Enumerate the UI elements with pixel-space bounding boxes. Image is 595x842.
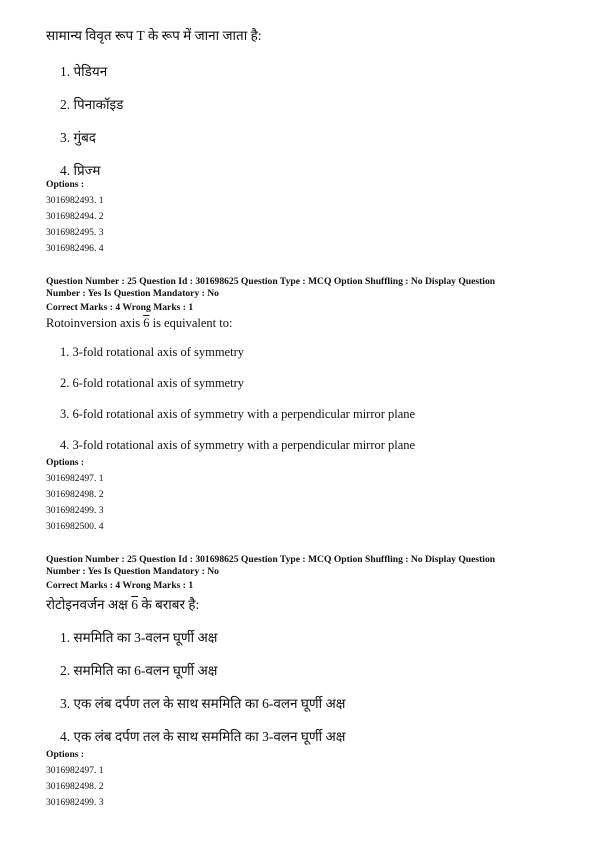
option-id: 3016982499. 3 [46, 797, 104, 808]
option-3: 3. गुंबद [60, 130, 96, 145]
question-meta-line: Question Number : 25 Question Id : 301698625 Question Type : MCQ Option Shuffling : No Display Question [46, 554, 496, 565]
question-text-post: is equivalent to: [149, 316, 233, 330]
question-text-pre: रोटोइनवर्जन अक्ष [46, 597, 132, 612]
option-2: 2. पिनाकॉइड [60, 97, 124, 112]
marks-line: Correct Marks : 4 Wrong Marks : 1 [46, 302, 194, 313]
option-1: 1. 3-fold rotational axis of symmetry [60, 345, 244, 359]
question-text-pre: सामान्य विवृत रूप [46, 28, 137, 43]
option-4: 4. 3-fold rotational axis of symmetry with a perpendicular mirror plane [60, 438, 416, 452]
question-meta-line: Question Number : 25 Question Id : 301698625 Question Type : MCQ Option Shuffling : No Display Question [46, 276, 496, 287]
question-text-post: के रूप में जाना जाता है: [144, 28, 262, 43]
option-4: 4. प्रिज्म [60, 163, 101, 178]
option-id: 3016982496. 4 [46, 243, 104, 254]
options-label: Options : [46, 749, 85, 760]
option-id: 3016982497. 1 [46, 765, 104, 776]
option-2: 2. सममिति का 6-वलन घूर्णी अक्ष [60, 663, 218, 678]
option-4: 4. एक लंब दर्पण तल के साथ सममिति का 3-वलन घूर्णी अक्ष [60, 729, 346, 744]
question-symbol: 6 [131, 597, 138, 612]
option-3: 3. 6-fold rotational axis of symmetry with a perpendicular mirror plane [60, 407, 416, 421]
question-text-hindi-2 [46, 595, 199, 613]
option-id: 3016982493. 1 [46, 195, 104, 206]
question-text-hindi-1 [46, 26, 262, 44]
option-id: 3016982500. 4 [46, 521, 104, 532]
option-id: 3016982498. 2 [46, 781, 104, 792]
question-symbol: T [136, 28, 145, 43]
option-id: 3016982497. 1 [46, 473, 104, 484]
question-text-post: के बराबर है: [137, 597, 200, 612]
options-label: Options : [46, 457, 85, 468]
question-text-english [46, 316, 232, 331]
option-1: 1. सममिति का 3-वलन घूर्णी अक्ष [60, 630, 218, 645]
option-id: 3016982495. 3 [46, 227, 104, 238]
option-3: 3. एक लंब दर्पण तल के साथ सममिति का 6-वलन घूर्णी अक्ष [60, 696, 346, 711]
question-meta-line: Number : Yes Is Question Mandatory : No [46, 287, 219, 299]
options-label: Options : [46, 179, 85, 190]
question-meta [46, 554, 551, 577]
question-text-pre: Rotoinversion axis [46, 316, 144, 330]
marks-line: Correct Marks : 4 Wrong Marks : 1 [46, 580, 194, 591]
option-2: 2. 6-fold rotational axis of symmetry [60, 376, 244, 390]
option-id: 3016982499. 3 [46, 505, 104, 516]
option-id: 3016982498. 2 [46, 489, 104, 500]
question-meta [46, 276, 551, 299]
question-symbol: 6 [143, 316, 150, 330]
question-meta-line: Number : Yes Is Question Mandatory : No [46, 565, 219, 577]
option-id: 3016982494. 2 [46, 211, 104, 222]
option-1: 1. पेडियन [60, 64, 108, 79]
